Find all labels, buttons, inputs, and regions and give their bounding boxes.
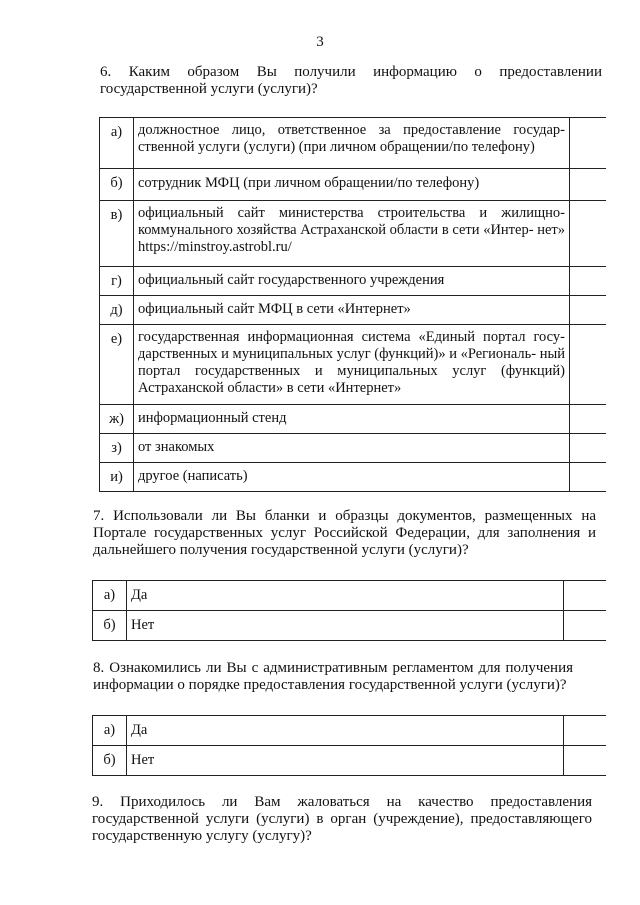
question-line: дальнейшего получения государственной услуги (услуги)? (93, 542, 469, 558)
options-table-q6 (99, 117, 606, 492)
option-row[interactable] (100, 434, 606, 463)
option-text: Да (127, 581, 564, 610)
options-table-q7 (92, 580, 606, 641)
option-key: и) (100, 463, 134, 491)
option-row[interactable] (100, 325, 606, 405)
question-line: государственную услугу (услугу)? (92, 828, 312, 844)
option-row[interactable] (100, 169, 606, 201)
option-key: з) (100, 434, 134, 462)
option-text: Нет (127, 746, 564, 775)
option-text: официальный сайт МФЦ в сети «Интернет» (134, 296, 570, 324)
option-text: официальный сайт министерства строительства и жилищно- коммунального хозяйства Астраханской области в сети «Интер- нет» https://minstroy.astrobl.ru/ (134, 201, 570, 266)
option-key: б) (93, 746, 127, 775)
answer-cell[interactable] (564, 611, 606, 640)
answer-cell[interactable] (570, 434, 606, 462)
option-key: д) (100, 296, 134, 324)
option-key: а) (100, 118, 134, 168)
question-7 (93, 508, 596, 559)
options-table-q8 (92, 715, 606, 776)
question-line: 7. Использовали ли Вы бланки и образцы документов, размещенных на (93, 508, 596, 524)
answer-cell[interactable] (564, 581, 606, 610)
page-number: 3 (316, 34, 324, 50)
option-key: в) (100, 201, 134, 266)
option-text: Нет (127, 611, 564, 640)
question-line: 9. Приходилось ли Вам жаловаться на качество предоставления (92, 794, 592, 810)
option-text: Да (127, 716, 564, 745)
option-key: б) (93, 611, 127, 640)
option-key: а) (93, 581, 127, 610)
option-key: а) (93, 716, 127, 745)
option-text: от знакомых (134, 434, 570, 462)
answer-cell[interactable] (570, 325, 606, 404)
question-line: государственной услуги (услуги) в орган (учреждение), предоставляющего (92, 811, 592, 827)
option-row[interactable] (100, 296, 606, 325)
question-9 (92, 794, 592, 845)
question-8 (93, 660, 573, 694)
option-row[interactable] (100, 463, 606, 491)
option-text: должностное лицо, ответственное за предоставление государ- ственной услуги (услуги) (при личном обращении/по телефону) (134, 118, 570, 168)
option-row[interactable] (100, 267, 606, 296)
answer-cell[interactable] (570, 463, 606, 491)
question-6 (100, 64, 602, 98)
answer-cell[interactable] (570, 296, 606, 324)
option-row[interactable] (100, 118, 606, 169)
option-row[interactable] (93, 611, 606, 640)
option-text: другое (написать) (134, 463, 570, 491)
answer-cell[interactable] (570, 201, 606, 266)
option-text: официальный сайт государственного учреждения (134, 267, 570, 295)
question-line: Портале государственных услуг Российской Федерации, для заполнения и (93, 525, 596, 541)
answer-cell[interactable] (564, 716, 606, 745)
question-line: информации о порядке предоставления государственной услуги (услуги)? (93, 677, 567, 693)
answer-cell[interactable] (570, 405, 606, 433)
option-key: ж) (100, 405, 134, 433)
answer-cell[interactable] (564, 746, 606, 775)
option-row[interactable] (93, 581, 606, 611)
question-line: 8. Ознакомились ли Вы с административным регламентом для получения (93, 660, 573, 676)
question-line: государственной услуги (услуги)? (100, 81, 318, 97)
option-text: государственная информационная система «Единый портал госу- дарственных и муниципальных услуг (функций)» и «Региональ- ный портал государственных и муниципальных услуг (функций) Астраханской области» в сети «Интернет» (134, 325, 570, 404)
option-row[interactable] (93, 716, 606, 746)
question-line: 6. Каким образом Вы получили информацию о предоставлении (100, 64, 602, 80)
option-text: сотрудник МФЦ (при личном обращении/по телефону) (134, 169, 570, 200)
answer-cell[interactable] (570, 169, 606, 200)
option-text: информационный стенд (134, 405, 570, 433)
option-row[interactable] (100, 405, 606, 434)
option-key: г) (100, 267, 134, 295)
answer-cell[interactable] (570, 118, 606, 168)
option-key: б) (100, 169, 134, 200)
option-key: е) (100, 325, 134, 404)
option-row[interactable] (100, 201, 606, 267)
option-row[interactable] (93, 746, 606, 775)
answer-cell[interactable] (570, 267, 606, 295)
